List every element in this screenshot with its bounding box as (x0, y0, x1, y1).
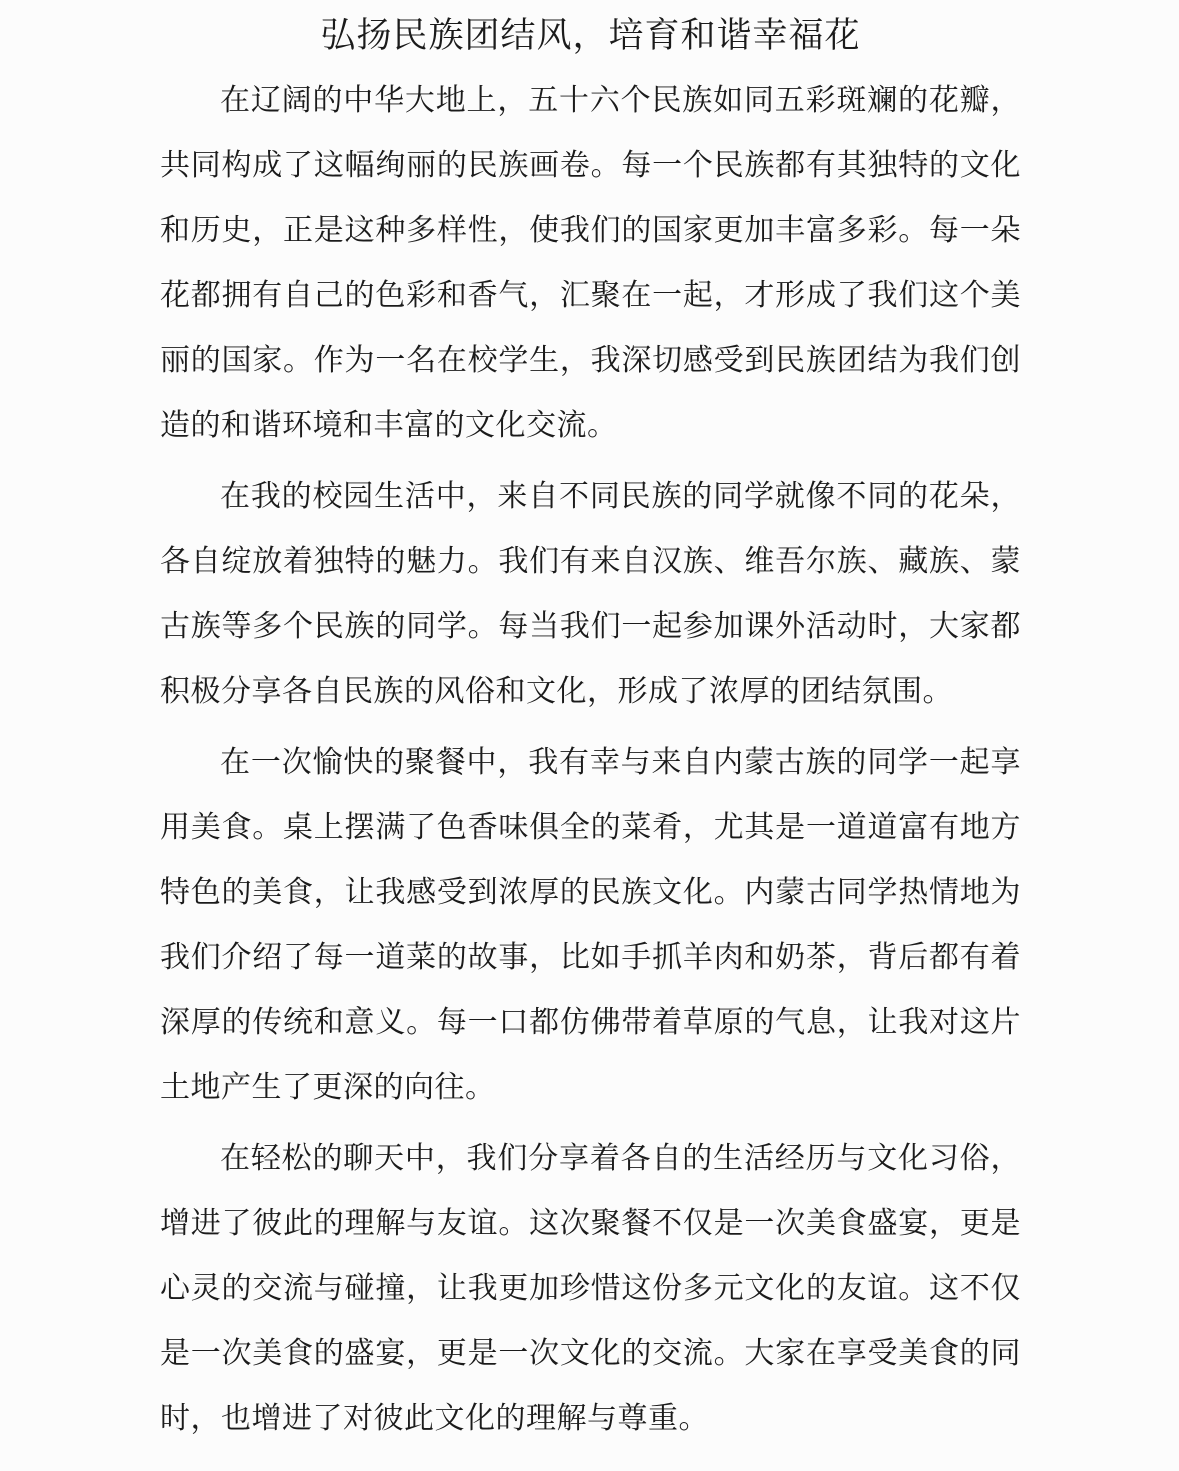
paragraph-conclusion: 在轻松的聊天中，我们分享着各自的生活经历与文化习俗，增进了彼此的理解与友谊。这次聚餐不仅是一次美食盛宴，更是心灵的交流与碰撞，让我更加珍惜这份多元文化的友谊。这不仅是一次美食的盛宴，更是一次文化的交流。大家在享受美食的同时，也增进了对彼此文化的理解与尊重。 (160, 1142, 1021, 1435)
document-body (160, 68, 1021, 1451)
paragraph-campus-life: 在我的校园生活中，来自不同民族的同学就像不同的花朵，各自绽放着独特的魅力。我们有来自汉族、维吾尔族、藏族、蒙古族等多个民族的同学。每当我们一起参加课外活动时，大家都积极分享各自民族的风俗和文化，形成了浓厚的团结氛围。 (160, 480, 1021, 708)
document-title: 弘扬民族团结风，培育和谐幸福花 (320, 16, 861, 55)
paragraph-dinner-gathering: 在一次愉快的聚餐中，我有幸与来自内蒙古族的同学一起享用美食。桌上摆满了色香味俱全的菜肴，尤其是一道道富有地方特色的美食，让我感受到浓厚的民族文化。内蒙古同学热情地为我们介绍了每一道菜的故事，比如手抓羊肉和奶茶，背后都有着深厚的传统和意义。每一口都仿佛带着草原的气息，让我对这片土地产生了更深的向往。 (160, 746, 1021, 1104)
paragraph-intro: 在辽阔的中华大地上，五十六个民族如同五彩斑斓的花瓣，共同构成了这幅绚丽的民族画卷。每一个民族都有其独特的文化和历史，正是这种多样性，使我们的国家更加丰富多彩。每一朵花都拥有自己的色彩和香气，汇聚在一起，才形成了我们这个美丽的国家。作为一名在校学生，我深切感受到民族团结为我们创造的和谐环境和丰富的文化交流。 (160, 84, 1021, 442)
